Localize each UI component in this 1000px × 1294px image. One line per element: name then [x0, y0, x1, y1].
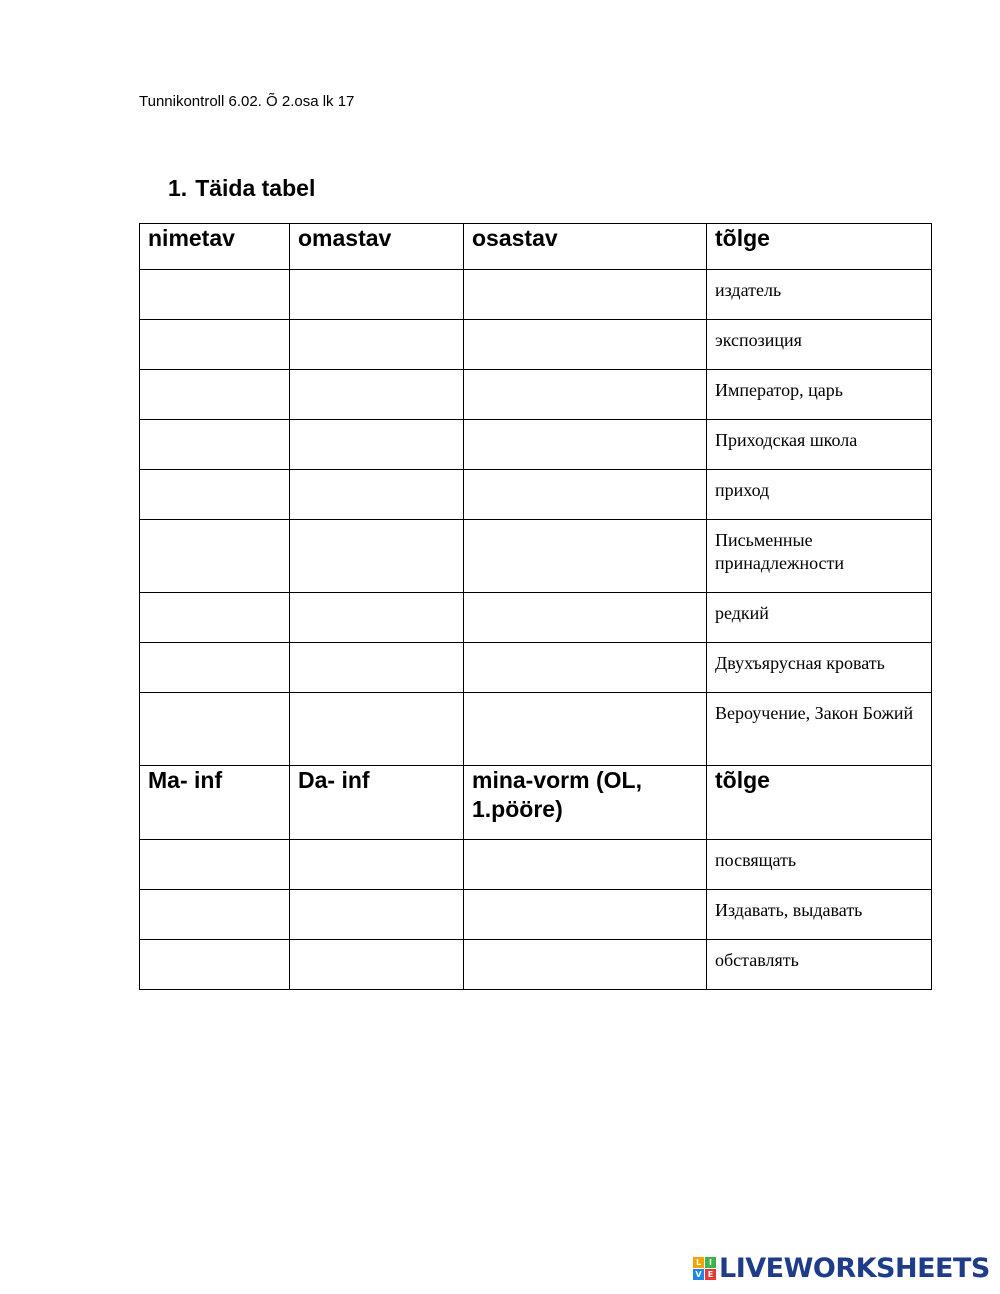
answer-input[interactable]	[148, 420, 281, 469]
task-number: 1.	[168, 175, 188, 201]
translation-cell: посвящать	[707, 840, 932, 890]
answer-cell[interactable]	[140, 420, 290, 470]
answer-input[interactable]	[148, 940, 281, 989]
answer-input[interactable]	[148, 370, 281, 419]
translation-cell: Двухъярусная кровать	[707, 643, 932, 693]
answer-input[interactable]	[298, 840, 455, 889]
header-cell-omastav: omastav	[290, 224, 464, 270]
answer-input[interactable]	[298, 693, 455, 765]
answer-cell[interactable]	[464, 270, 707, 320]
answer-input[interactable]	[298, 520, 455, 592]
answer-input[interactable]	[472, 420, 698, 469]
translation-cell: Приходская школа	[707, 420, 932, 470]
answer-input[interactable]	[472, 320, 698, 369]
answer-input[interactable]	[148, 320, 281, 369]
logo-mark-letter: I	[705, 1257, 716, 1268]
answer-input[interactable]	[148, 890, 281, 939]
answer-input[interactable]	[472, 890, 698, 939]
logo-mark-letter: V	[693, 1269, 704, 1280]
answer-cell[interactable]	[140, 270, 290, 320]
answer-input[interactable]	[472, 520, 698, 592]
table-row	[140, 890, 932, 940]
table-row	[140, 370, 932, 420]
worksheet-table	[139, 223, 932, 990]
table-row	[140, 520, 932, 593]
answer-cell[interactable]	[290, 270, 464, 320]
table-row	[140, 840, 932, 890]
answer-cell[interactable]	[464, 890, 707, 940]
translation-cell: редкий	[707, 593, 932, 643]
answer-input[interactable]	[298, 370, 455, 419]
answer-cell[interactable]	[464, 643, 707, 693]
header-cell-nimetav: nimetav	[140, 224, 290, 270]
answer-input[interactable]	[472, 693, 698, 765]
answer-cell[interactable]	[464, 420, 707, 470]
table-header-row	[140, 224, 932, 270]
answer-cell[interactable]	[290, 940, 464, 990]
answer-cell[interactable]	[140, 643, 290, 693]
answer-cell[interactable]	[464, 370, 707, 420]
answer-input[interactable]	[148, 520, 281, 592]
answer-cell[interactable]	[290, 420, 464, 470]
table-row	[140, 420, 932, 470]
answer-cell[interactable]	[290, 320, 464, 370]
answer-cell[interactable]	[290, 840, 464, 890]
answer-cell[interactable]	[140, 593, 290, 643]
answer-input[interactable]	[298, 643, 455, 692]
translation-cell: Письменные принадлежности	[707, 520, 932, 593]
header-cell-tolge-verbs: tõlge	[707, 766, 932, 840]
answer-input[interactable]	[298, 320, 455, 369]
answer-cell[interactable]	[290, 470, 464, 520]
answer-cell[interactable]	[464, 320, 707, 370]
answer-cell[interactable]	[290, 370, 464, 420]
answer-input[interactable]	[148, 470, 281, 519]
table-row	[140, 470, 932, 520]
table-row	[140, 593, 932, 643]
answer-input[interactable]	[298, 270, 455, 319]
header-cell-da-inf: Da- inf	[290, 766, 464, 840]
logo-text: LIVEWORKSHEETS	[719, 1253, 990, 1284]
answer-cell[interactable]	[464, 840, 707, 890]
task-title	[168, 175, 315, 202]
table-row	[140, 643, 932, 693]
answer-input[interactable]	[472, 370, 698, 419]
answer-cell[interactable]	[290, 593, 464, 643]
logo-mark-letter: E	[705, 1269, 716, 1280]
header-cell-mina-vorm: mina-vorm (OL, 1.pööre)	[464, 766, 707, 840]
answer-input[interactable]	[298, 890, 455, 939]
answer-cell[interactable]	[290, 890, 464, 940]
translation-cell: приход	[707, 470, 932, 520]
answer-cell[interactable]	[140, 520, 290, 593]
worksheet-header: Tunnikontroll 6.02. Õ 2.osa lk 17	[139, 93, 355, 110]
table-row	[140, 940, 932, 990]
answer-input[interactable]	[298, 593, 455, 642]
translation-cell: экспозиция	[707, 320, 932, 370]
table-header-row-verbs	[140, 766, 932, 840]
answer-input[interactable]	[472, 840, 698, 889]
answer-cell[interactable]	[140, 693, 290, 766]
answer-cell[interactable]	[290, 693, 464, 766]
answer-cell[interactable]	[464, 470, 707, 520]
answer-input[interactable]	[148, 643, 281, 692]
liveworksheets-logo	[693, 1253, 990, 1284]
table-row	[140, 270, 932, 320]
logo-mark-letter: L	[693, 1257, 704, 1268]
answer-input[interactable]	[472, 470, 698, 519]
answer-cell[interactable]	[140, 940, 290, 990]
table-row	[140, 693, 932, 766]
answer-input[interactable]	[148, 840, 281, 889]
header-cell-ma-inf: Ma- inf	[140, 766, 290, 840]
answer-input[interactable]	[298, 940, 455, 989]
answer-cell[interactable]	[140, 470, 290, 520]
answer-input[interactable]	[298, 470, 455, 519]
translation-cell: Вероучение, Закон Божий	[707, 693, 932, 766]
answer-input[interactable]	[472, 270, 698, 319]
answer-input[interactable]	[148, 693, 281, 765]
answer-cell[interactable]	[140, 370, 290, 420]
answer-input[interactable]	[298, 420, 455, 469]
answer-cell[interactable]	[140, 890, 290, 940]
answer-cell[interactable]	[464, 693, 707, 766]
task-title-text: Täida tabel	[195, 175, 316, 201]
answer-input[interactable]	[472, 593, 698, 642]
answer-input[interactable]	[148, 270, 281, 319]
answer-cell[interactable]	[464, 520, 707, 593]
answer-input[interactable]	[148, 593, 281, 642]
answer-input[interactable]	[472, 940, 698, 989]
answer-cell[interactable]	[464, 593, 707, 643]
translation-cell: обставлять	[707, 940, 932, 990]
header-cell-tolge: tõlge	[707, 224, 932, 270]
answer-input[interactable]	[472, 643, 698, 692]
translation-cell: Издавать, выдавать	[707, 890, 932, 940]
table-row	[140, 320, 932, 370]
answer-cell[interactable]	[290, 520, 464, 593]
translation-cell: Император, царь	[707, 370, 932, 420]
header-cell-osastav: osastav	[464, 224, 707, 270]
logo-mark-icon	[693, 1257, 716, 1280]
translation-cell: издатель	[707, 270, 932, 320]
answer-cell[interactable]	[290, 643, 464, 693]
answer-cell[interactable]	[464, 940, 707, 990]
answer-cell[interactable]	[140, 840, 290, 890]
answer-cell[interactable]	[140, 320, 290, 370]
